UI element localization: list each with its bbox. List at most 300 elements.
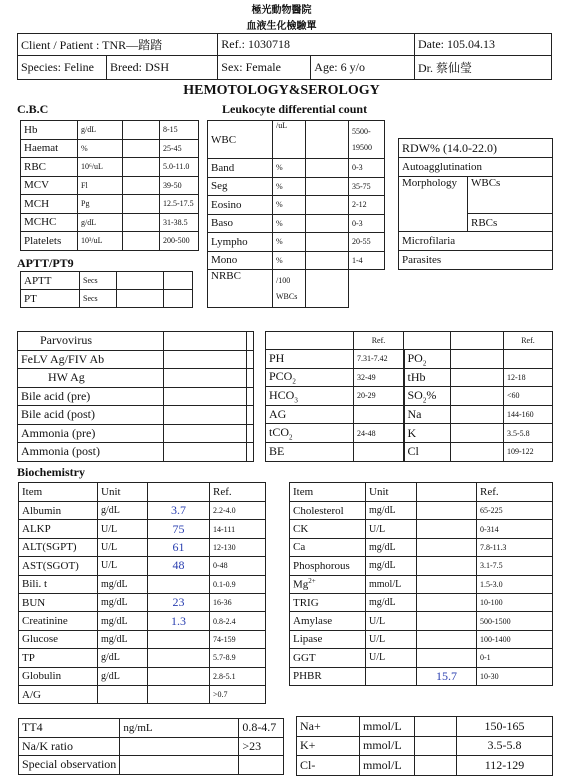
bg-left-name: AG — [266, 405, 354, 424]
br-ref: 7.8-11.3 — [477, 538, 553, 556]
leuko-ref: 35-75 — [349, 177, 385, 196]
bl-name: ALKP — [19, 520, 98, 538]
serology-table — [17, 331, 254, 462]
cbc-ref: 5.0-11.0 — [160, 158, 199, 177]
leuko-name: Band — [208, 159, 273, 178]
leuko-row — [208, 251, 385, 270]
biochem-right-row — [290, 538, 553, 556]
br-name: Lipase — [290, 630, 366, 648]
br-unit-header: Unit — [366, 483, 417, 502]
bl-value: 61 — [148, 538, 210, 556]
br-unit: mg/dL — [366, 557, 417, 575]
aptt-table — [20, 271, 193, 308]
br-value — [417, 612, 477, 630]
bl-name: ALT(SGPT) — [19, 538, 98, 556]
serology-name: FeLV Ag/FIV Ab — [18, 350, 164, 369]
biochem-left-row — [19, 593, 266, 611]
bottom-left-table — [18, 718, 284, 775]
biochem-right-row — [290, 667, 553, 685]
leuko-ref: 0-3 — [349, 159, 385, 178]
blood-gas-row — [266, 387, 553, 406]
morph-wbcs: WBCs — [468, 177, 553, 214]
bl-value-header — [148, 483, 210, 502]
wbc-ref — [349, 121, 385, 159]
serology-extra — [247, 443, 254, 462]
bot-r-ref: 112-129 — [457, 756, 553, 776]
br-value — [417, 575, 477, 593]
bg-right-ref: 144-160 — [504, 405, 553, 424]
bl-ref: 2.8-5.1 — [210, 667, 266, 685]
bl-name: BUN — [19, 593, 98, 611]
biochem-right-row — [290, 520, 553, 538]
serology-value — [164, 350, 247, 369]
blood-gas-row — [266, 424, 553, 443]
leuko-value — [306, 159, 349, 178]
bl-unit-header: Unit — [98, 483, 148, 502]
bg-right-value — [451, 387, 504, 406]
biochem-left-row — [19, 630, 266, 648]
br-ref: 1.5-3.0 — [477, 575, 553, 593]
leuko-title: Leukocyte differential count — [222, 102, 368, 116]
breed-cell: Breed: DSH — [107, 56, 218, 80]
aptt-unit: Secs — [80, 272, 117, 290]
serology-row — [18, 332, 254, 351]
aptt-extra — [164, 290, 193, 308]
bl-ref: 0-48 — [210, 557, 266, 575]
bg-h1 — [266, 332, 354, 350]
bg-left-ref — [354, 442, 404, 461]
bl-value — [148, 575, 210, 593]
bot-r-value — [415, 717, 457, 737]
client-cell: Client / Patient : TNR—踏踏 — [18, 34, 218, 56]
leuko-name: Eosino — [208, 196, 273, 215]
bl-name: TP — [19, 649, 98, 667]
bg-right-ref: <60 — [504, 387, 553, 406]
wbc-unit: /uL — [273, 121, 306, 159]
leuko-value — [306, 233, 349, 252]
morphology-label: Morphology — [399, 177, 468, 232]
nrbc-empty — [349, 270, 385, 308]
bot-r-value — [415, 756, 457, 776]
bl-ref: 74-159 — [210, 630, 266, 648]
nrbc-unit-bottom: WBCs — [276, 291, 298, 301]
br-unit: U/L — [366, 630, 417, 648]
cbc-row — [21, 176, 199, 195]
bg-right-name: $PO_2$ — [404, 350, 451, 369]
serology-name: HW Ag — [18, 369, 164, 388]
bl-name: Bili. t — [19, 575, 98, 593]
br-ref: 0-1 — [477, 649, 553, 667]
br-item-header: Item — [290, 483, 366, 502]
serology-row — [18, 350, 254, 369]
br-unit: U/L — [366, 520, 417, 538]
br-ref: 10-30 — [477, 667, 553, 685]
wbc-label: WBC — [208, 121, 273, 159]
bot-l-ref: 0.8-4.7 — [239, 719, 284, 738]
serology-row — [18, 406, 254, 425]
cbc-title: C.B.C — [17, 102, 49, 116]
br-ref-header: Ref. — [477, 483, 553, 502]
bl-ref: 0.1-0.9 — [210, 575, 266, 593]
cbc-ref: 8-15 — [160, 121, 199, 140]
bottom-right-row — [297, 736, 553, 756]
bl-value — [148, 649, 210, 667]
cbc-row — [21, 213, 199, 232]
bottom-left-row — [19, 737, 284, 756]
parasites-cell: Parasites — [399, 251, 553, 270]
bl-unit: mg/dL — [98, 593, 148, 611]
bot-l-name: Special observation — [19, 756, 120, 775]
cbc-row — [21, 232, 199, 251]
serology-name: Bile acid (pre) — [18, 387, 164, 406]
leuko-value — [306, 251, 349, 270]
bg-ref-header-right: Ref. — [504, 332, 553, 350]
biochem-left-row — [19, 502, 266, 520]
leuko-unit: % — [273, 251, 306, 270]
cbc-name: MCH — [21, 195, 78, 214]
serology-value — [164, 443, 247, 462]
bot-r-value — [415, 736, 457, 756]
serology-extra — [247, 350, 254, 369]
cbc-unit: % — [78, 139, 123, 158]
br-value — [417, 502, 477, 520]
aptt-unit: Secs — [80, 290, 117, 308]
bg-right-value — [451, 368, 504, 387]
biochem-right-row — [290, 502, 553, 520]
bot-r-name: Cl- — [297, 756, 360, 776]
bg-left-name: tCO$_2$ — [266, 424, 354, 443]
sex-cell: Sex: Female — [218, 56, 311, 80]
serology-row — [18, 369, 254, 388]
br-value — [417, 593, 477, 611]
leuko-name: Mono — [208, 251, 273, 270]
cbc-name: RBC — [21, 158, 78, 177]
bg-left-name: $PCO_2$ — [266, 368, 354, 387]
doctor-cell: Dr. 蔡仙瑩 — [415, 56, 552, 80]
serology-value — [164, 424, 247, 443]
bg-left-ref: 7.31-7.42 — [354, 350, 404, 369]
biochem-left-row — [19, 575, 266, 593]
bl-value: 23 — [148, 593, 210, 611]
biochem-right-row — [290, 649, 553, 667]
cbc-row — [21, 158, 199, 177]
br-value-header — [417, 483, 477, 502]
bl-unit: U/L — [98, 520, 148, 538]
br-ref: 3.1-7.5 — [477, 557, 553, 575]
bottom-left-row — [19, 719, 284, 738]
bl-item-header: Item — [19, 483, 98, 502]
cbc-unit: g/dL — [78, 121, 123, 140]
leuko-table — [207, 120, 385, 308]
br-value — [417, 630, 477, 648]
bot-r-unit: mmol/L — [360, 756, 415, 776]
bot-l-unit — [120, 756, 239, 775]
cbc-value — [123, 232, 160, 251]
serology-extra — [247, 406, 254, 425]
bg-left-name: $HCO_3$ — [266, 387, 354, 406]
biochem-right-row — [290, 557, 553, 575]
br-ref: 10-100 — [477, 593, 553, 611]
bot-l-ref: >23 — [239, 737, 284, 756]
bl-unit: U/L — [98, 557, 148, 575]
leuko-value — [306, 177, 349, 196]
bl-ref: 12-130 — [210, 538, 266, 556]
serology-row — [18, 443, 254, 462]
br-name: Cholesterol — [290, 502, 366, 520]
bl-name: Albumin — [19, 502, 98, 520]
bl-unit: g/dL — [98, 649, 148, 667]
bg-right-name: tHb — [404, 368, 451, 387]
rdw-cell: RDW% (14.0-22.0) — [399, 139, 553, 158]
biochem-right-row — [290, 630, 553, 648]
serology-name: Ammonia (pre) — [18, 424, 164, 443]
main-title: HEMOTOLOGY&SEROLOGY — [183, 83, 380, 98]
bl-value: 1.3 — [148, 612, 210, 630]
serology-name: Parvovirus — [18, 332, 164, 351]
bg-right-name: $SO_2\%$ — [404, 387, 451, 406]
br-value — [417, 649, 477, 667]
leuko-unit: % — [273, 214, 306, 233]
nrbc-label: NRBC — [208, 270, 273, 308]
br-ref: 100-1400 — [477, 630, 553, 648]
serology-extra — [247, 332, 254, 351]
biochem-left-row — [19, 649, 266, 667]
bot-l-unit — [120, 737, 239, 756]
bot-r-ref: 150-165 — [457, 717, 553, 737]
aptt-name: PT — [21, 290, 80, 308]
leuko-row — [208, 159, 385, 178]
br-name: TRIG — [290, 593, 366, 611]
cbc-ref: 200-500 — [160, 232, 199, 251]
leuko-name: Baso — [208, 214, 273, 233]
bl-ref: 16-36 — [210, 593, 266, 611]
bl-name: Creatinine — [19, 612, 98, 630]
br-unit: mg/dL — [366, 502, 417, 520]
bl-ref: 2.2-4.0 — [210, 502, 266, 520]
br-unit: mg/dL — [366, 593, 417, 611]
leuko-ref: 20-55 — [349, 233, 385, 252]
bg-right-ref — [504, 350, 553, 369]
br-unit: U/L — [366, 612, 417, 630]
bl-unit: mg/dL — [98, 575, 148, 593]
wbc-ref-low: 5500- — [352, 126, 371, 136]
leuko-row — [208, 214, 385, 233]
bot-l-ref — [239, 756, 284, 775]
br-name: PHBR — [290, 667, 366, 685]
biochem-left-table — [18, 482, 266, 704]
bl-value: 75 — [148, 520, 210, 538]
biochem-right-row — [290, 612, 553, 630]
bl-unit: U/L — [98, 538, 148, 556]
serology-value — [164, 387, 247, 406]
br-ref: 500-1500 — [477, 612, 553, 630]
serology-extra — [247, 387, 254, 406]
serology-row — [18, 424, 254, 443]
bg-left-ref — [354, 405, 404, 424]
cbc-row — [21, 139, 199, 158]
serology-extra — [247, 424, 254, 443]
bg-right-ref: 3.5-5.8 — [504, 424, 553, 443]
bottom-left-row — [19, 756, 284, 775]
br-unit — [366, 667, 417, 685]
bottom-right-row — [297, 756, 553, 776]
bl-unit: mg/dL — [98, 630, 148, 648]
biochem-title: Biochemistry — [17, 465, 85, 479]
cbc-unit: g/dL — [78, 213, 123, 232]
leuko-unit: % — [273, 196, 306, 215]
biochem-left-row — [19, 612, 266, 630]
aptt-name: APTT — [21, 272, 80, 290]
cbc-value — [123, 176, 160, 195]
bg-left-ref: 20-29 — [354, 387, 404, 406]
autoagglutination-cell: Autoagglutination — [399, 158, 553, 177]
cbc-table — [20, 120, 199, 251]
bot-l-unit: ng/mL — [120, 719, 239, 738]
cbc-value — [123, 213, 160, 232]
aptt-row — [21, 290, 193, 308]
bg-h4 — [451, 332, 504, 350]
bot-r-name: Na+ — [297, 717, 360, 737]
bg-right-name: Na — [404, 405, 451, 424]
br-name: GGT — [290, 649, 366, 667]
cbc-value — [123, 139, 160, 158]
br-value — [417, 520, 477, 538]
br-name: $Mg^{2+}$ — [290, 575, 366, 593]
aptt-row — [21, 272, 193, 290]
cbc-row — [21, 195, 199, 214]
serology-name: Ammonia (post) — [18, 443, 164, 462]
bg-left-name: PH — [266, 350, 354, 369]
cbc-unit: Fl — [78, 176, 123, 195]
form-title: 血液生化檢驗單 — [246, 21, 317, 32]
cbc-row — [21, 121, 199, 140]
serology-value — [164, 406, 247, 425]
microfilaria-cell: Microfilaria — [399, 232, 553, 251]
cbc-name: MCV — [21, 176, 78, 195]
blood-gas-table — [265, 331, 553, 462]
cbc-ref: 12.5-17.5 — [160, 195, 199, 214]
bl-name: Globulin — [19, 667, 98, 685]
blood-gas-row — [266, 442, 553, 461]
leuko-ref: 2-12 — [349, 196, 385, 215]
bg-right-name: Cl — [404, 442, 451, 461]
bg-right-value — [451, 424, 504, 443]
bl-ref-header: Ref. — [210, 483, 266, 502]
bl-unit: mg/dL — [98, 612, 148, 630]
ref-cell: Ref.: 1030718 — [218, 34, 415, 56]
leuko-row — [208, 177, 385, 196]
bot-r-unit: mmol/L — [360, 717, 415, 737]
species-cell: Species: Feline — [18, 56, 107, 80]
bottom-right-table — [296, 716, 553, 776]
br-name: Amylase — [290, 612, 366, 630]
bl-unit: g/dL — [98, 502, 148, 520]
bl-value — [148, 685, 210, 703]
leuko-unit: % — [273, 233, 306, 252]
bot-r-unit: mmol/L — [360, 736, 415, 756]
bg-right-ref: 12-18 — [504, 368, 553, 387]
leuko-ref: 0-3 — [349, 214, 385, 233]
leuko-row — [208, 196, 385, 215]
nrbc-unit-top: /100 — [276, 275, 291, 285]
aptt-value — [117, 272, 164, 290]
blood-gas-row — [266, 350, 553, 369]
morph-rbcs: RBCs — [468, 214, 553, 232]
bl-ref: >0.7 — [210, 685, 266, 703]
wbc-ref-high: 19500 — [352, 142, 372, 152]
blood-gas-row — [266, 368, 553, 387]
cbc-ref: 39-50 — [160, 176, 199, 195]
serology-name: Bile acid (post) — [18, 406, 164, 425]
leuko-row — [208, 233, 385, 252]
bg-left-ref: 24-48 — [354, 424, 404, 443]
bot-l-name: TT4 — [19, 719, 120, 738]
cbc-unit: 10³/uL — [78, 232, 123, 251]
bl-value: 48 — [148, 557, 210, 575]
bg-right-name: K — [404, 424, 451, 443]
bot-l-name: Na/K ratio — [19, 737, 120, 756]
br-unit: U/L — [366, 649, 417, 667]
bl-unit — [98, 685, 148, 703]
cbc-value — [123, 121, 160, 140]
bottom-right-row — [297, 717, 553, 737]
leuko-ref: 1-4 — [349, 251, 385, 270]
bg-right-value — [451, 350, 504, 369]
bl-ref: 14-111 — [210, 520, 266, 538]
br-ref: 65-225 — [477, 502, 553, 520]
bot-r-name: K+ — [297, 736, 360, 756]
nrbc-value — [306, 270, 349, 308]
cbc-ref: 25-45 — [160, 139, 199, 158]
biochem-left-row — [19, 685, 266, 703]
bg-h3 — [404, 332, 451, 350]
bg-right-value — [451, 442, 504, 461]
bl-name: AST(SGOT) — [19, 557, 98, 575]
bg-right-ref: 109-122 — [504, 442, 553, 461]
br-ref: 0-314 — [477, 520, 553, 538]
br-unit: mg/dL — [366, 538, 417, 556]
biochem-right-row — [290, 593, 553, 611]
biochem-left-row — [19, 520, 266, 538]
biochem-left-row — [19, 538, 266, 556]
bl-unit: g/dL — [98, 667, 148, 685]
cbc-value — [123, 195, 160, 214]
br-name: Phosphorous — [290, 557, 366, 575]
aptt-extra — [164, 272, 193, 290]
bl-name: A/G — [19, 685, 98, 703]
bl-name: Glucose — [19, 630, 98, 648]
age-cell: Age: 6 y/o — [311, 56, 415, 80]
bl-value — [148, 667, 210, 685]
leuko-value — [306, 214, 349, 233]
bl-ref: 5.7-8.9 — [210, 649, 266, 667]
biochem-right-table — [289, 482, 553, 686]
cbc-unit: Pg — [78, 195, 123, 214]
hospital-name: 極光動物醫院 — [251, 5, 312, 16]
morphology-table — [398, 138, 553, 270]
br-name: Ca — [290, 538, 366, 556]
leuko-value — [306, 196, 349, 215]
biochem-left-row — [19, 667, 266, 685]
cbc-ref: 31-38.5 — [160, 213, 199, 232]
aptt-value — [117, 290, 164, 308]
serology-row — [18, 387, 254, 406]
br-name: CK — [290, 520, 366, 538]
cbc-name: Hb — [21, 121, 78, 140]
serology-value — [164, 369, 247, 388]
leuko-unit: % — [273, 177, 306, 196]
bg-left-name: BE — [266, 442, 354, 461]
